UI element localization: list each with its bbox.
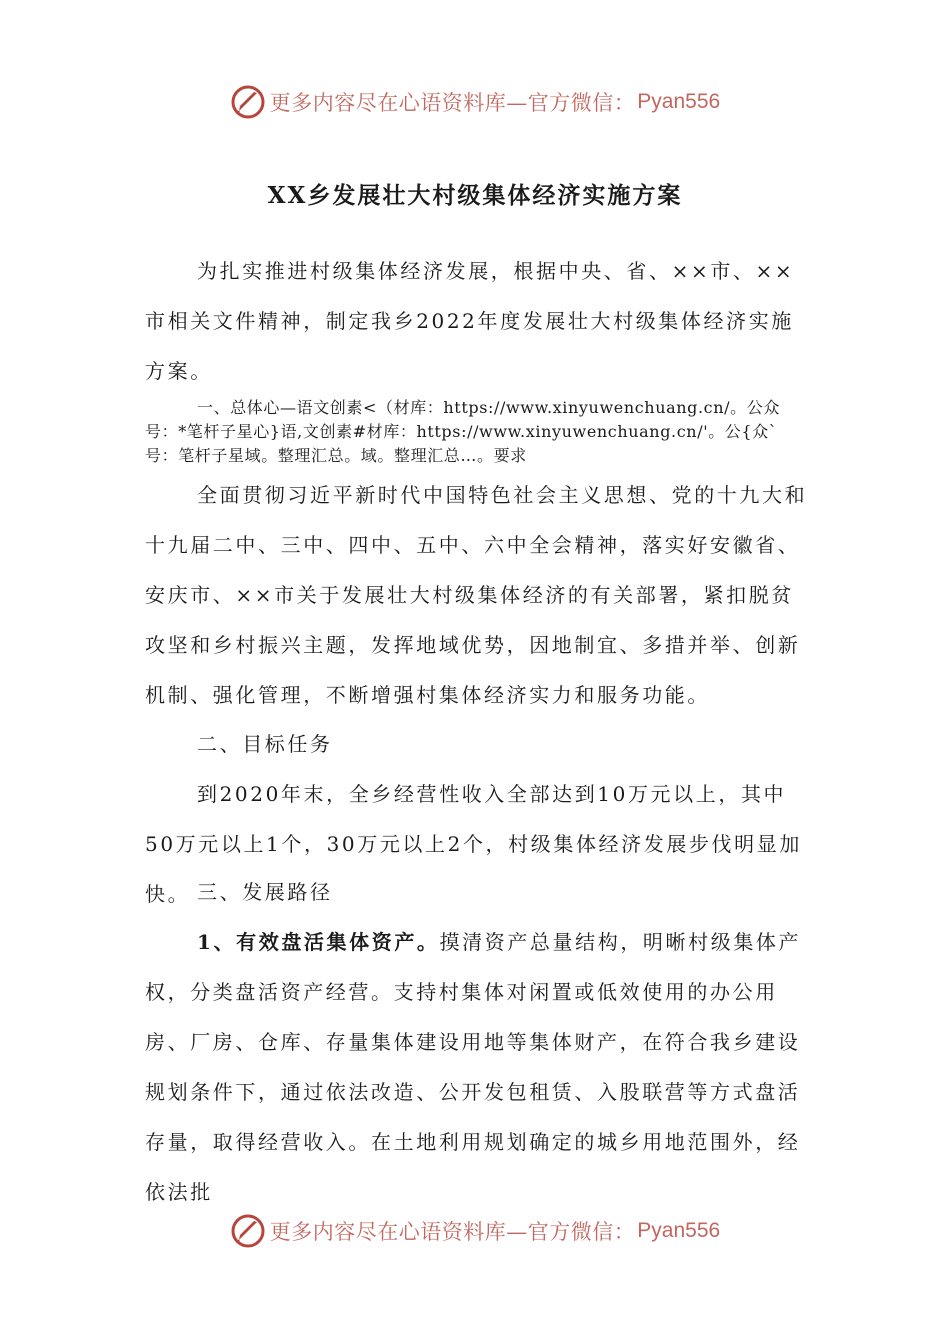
watermark-footer: [0, 1211, 950, 1251]
section3-heading: 三、发展路径: [197, 880, 333, 904]
watermark-id: Pyan556: [637, 1219, 721, 1242]
section3-item1-lead: 1、有效盘活集体资产。: [197, 930, 440, 954]
section3-item1: [145, 917, 810, 1217]
watermark-id: Pyan556: [637, 90, 721, 113]
section2-body: 到2020年末，全乡经营性收入全部达到10万元以上，其中50万元以上1个，30万元以上2个，村级集体经济发展步伐明显加快。: [145, 782, 802, 906]
watermark-text: 更多内容尽在心语资料库—官方微信：: [269, 91, 636, 115]
section2-heading: 二、目标任务: [197, 732, 333, 756]
quill-pen-logo-icon: [230, 84, 266, 120]
intro-paragraph: 为扎实推进村级集体经济发展，根据中央、省、××市、××市相关文件精神，制定我乡2022年度发展壮大村级集体经济实施方案。: [145, 259, 795, 383]
section1-heading: 一、总体心—语文创素<（材库：https://www.xinyuwenchuang.cn/。公众号：*笔杆子星心}语,文创素#材库：https://www.xinyuwenchuang.cn/'。公{众`号：笔杆子星域。整理汇总。域。整理汇总…。要求: [145, 398, 780, 465]
document-title: XX乡发展壮大村级集体经济实施方案: [267, 182, 683, 209]
watermark-header: [0, 82, 950, 122]
quill-pen-logo-icon: [230, 1213, 266, 1249]
watermark-text: 更多内容尽在心语资料库—官方微信：: [269, 1220, 636, 1244]
section3-item1-body: 摸清资产总量结构，明晰村级集体产权，分类盘活资产经营。支持村集体对闲置或低效使用的办公用房、厂房、仓库、存量集体建设用地等集体财产，在符合我乡建设规划条件下，通过依法改造、公开发包租赁、入股联营等方式盘活存量，取得经营收入。在土地利用规划确定的城乡用地范围外，经依法批: [145, 930, 802, 1204]
section1-body: 全面贯彻习近平新时代中国特色社会主义思想、党的十九大和十九届二中、三中、四中、五中、六中全会精神，落实好安徽省、安庆市、××市关于发展壮大村级集体经济的有关部署，紧扣脱贫攻坚和乡村振兴主题，发挥地域优势，因地制宜、多措并举、创新机制、强化管理，不断增强村集体经济实力和服务功能。: [145, 483, 808, 707]
